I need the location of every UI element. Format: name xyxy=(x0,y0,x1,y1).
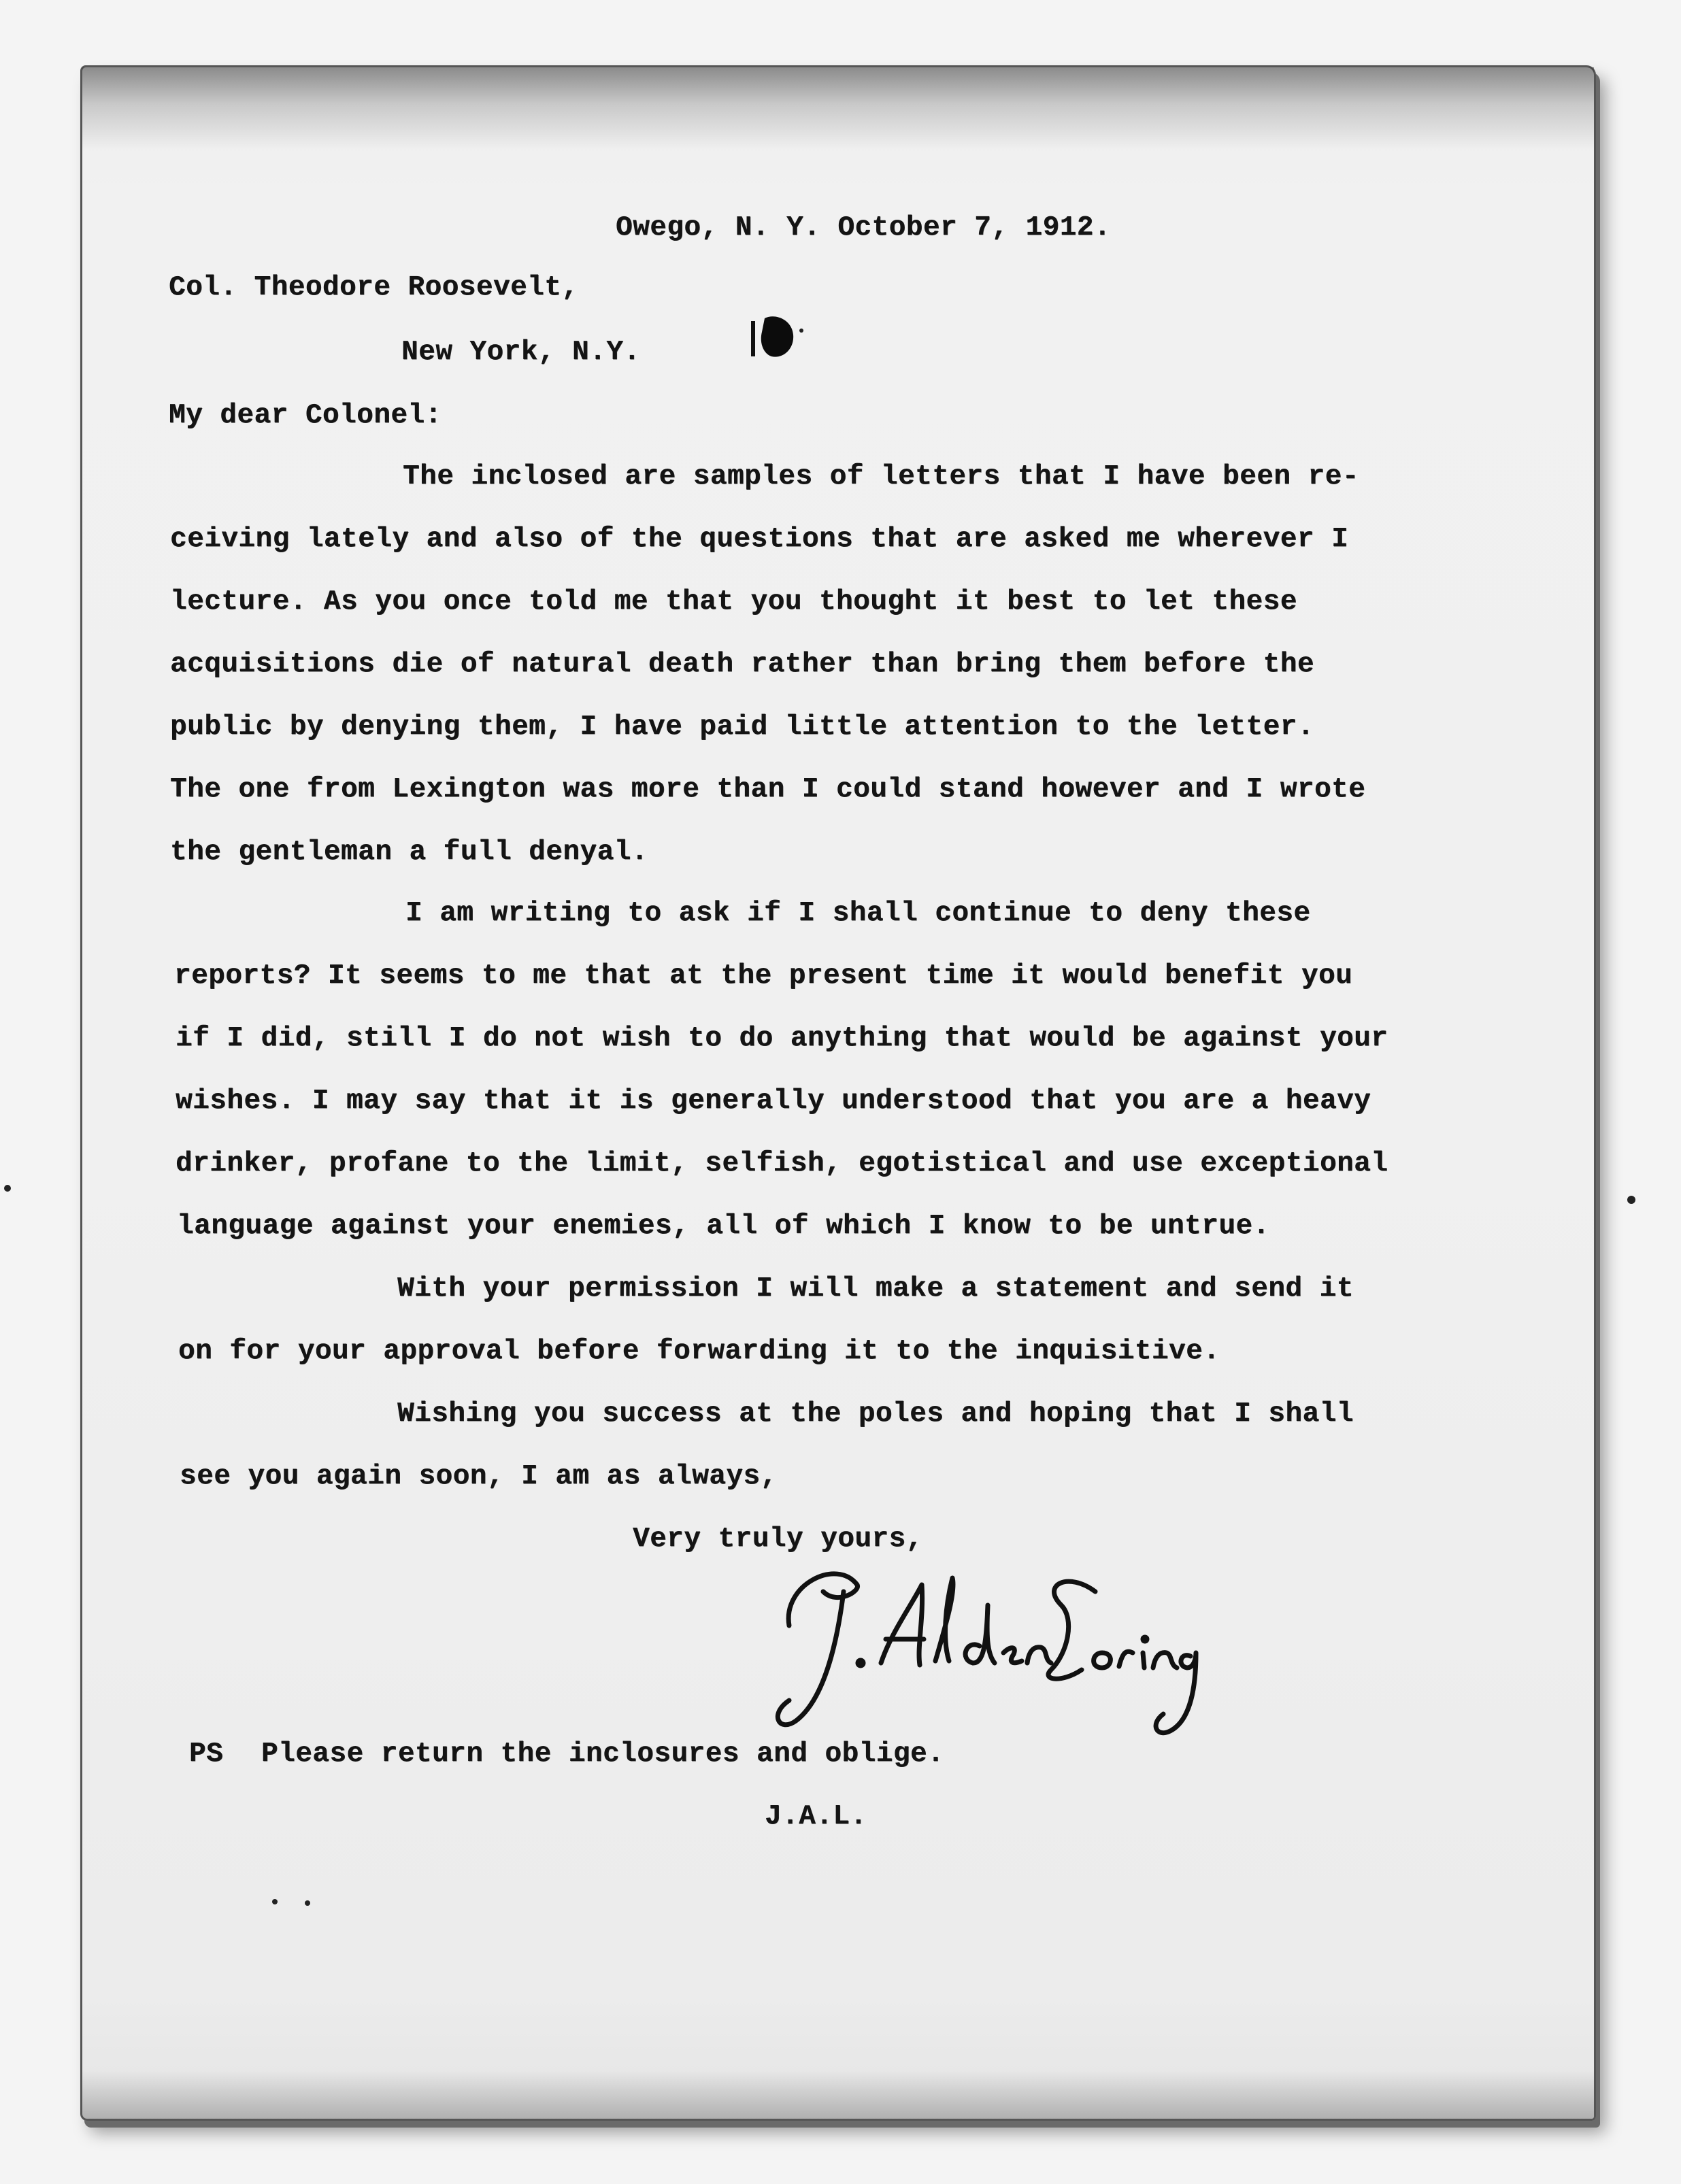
paper-speck xyxy=(272,1899,278,1904)
paragraph1-line6: The one from Lexington was more than I could stand however and I wrote xyxy=(170,774,1366,805)
paragraph1-line1: The inclosed are samples of letters that I have been re- xyxy=(403,461,1359,492)
closing: Very truly yours, xyxy=(633,1524,923,1555)
paragraph2-line3: if I did, still I do not wish to do anything that would be against your xyxy=(176,1023,1388,1054)
paragraph4-line1: Wishing you success at the poles and hoping that I shall xyxy=(397,1398,1354,1430)
recipient-name: Col. Theodore Roosevelt, xyxy=(169,272,579,303)
paragraph2-line5: drinker, profane to the limit, selfish, egotistical and use exceptional xyxy=(176,1148,1388,1179)
postscript-text: Please return the inclosures and oblige. xyxy=(261,1738,945,1770)
dateline: Owego, N. Y. October 7, 1912. xyxy=(616,212,1112,243)
paragraph1-line7: the gentleman a full denyal. xyxy=(170,837,648,868)
paragraph4-line2: see you again soon, I am as always, xyxy=(180,1461,778,1492)
paragraph3-line2: on for your approval before forwarding it to the inquisitive. xyxy=(178,1336,1220,1367)
scan-speck xyxy=(4,1185,11,1192)
paragraph1-line2: ceiving lately and also of the questions that are asked me wherever I xyxy=(170,524,1349,555)
paragraph1-line3: lecture. As you once told me that you thought it best to let these xyxy=(170,586,1297,618)
paragraph3-line1: With your permission I will make a statement and send it xyxy=(397,1273,1354,1305)
paragraph2-line1: I am writing to ask if I shall continue to deny these xyxy=(405,898,1311,929)
scan-speck xyxy=(1627,1196,1635,1204)
paper-speck xyxy=(305,1900,310,1906)
initials: J.A.L. xyxy=(765,1801,867,1832)
paragraph2-line4: wishes. I may say that it is generally understood that you are a heavy xyxy=(176,1086,1371,1117)
salutation: My dear Colonel: xyxy=(169,400,442,431)
recipient-city: New York, N.Y. xyxy=(401,337,641,368)
paragraph2-line6: language against your enemies, all of which I know to be untrue. xyxy=(177,1211,1270,1242)
paragraph1-line5: public by denying them, I have paid little attention to the letter. xyxy=(170,711,1314,743)
paragraph1-line4: acquisitions die of natural death rather than bring them before the xyxy=(170,649,1314,680)
ink-blot-mark xyxy=(748,312,805,363)
paragraph2-line2: reports? It seems to me that at the present time it would benefit you xyxy=(174,960,1353,992)
postscript-label: PS xyxy=(189,1738,224,1770)
handwritten-signature xyxy=(742,1544,1204,1748)
